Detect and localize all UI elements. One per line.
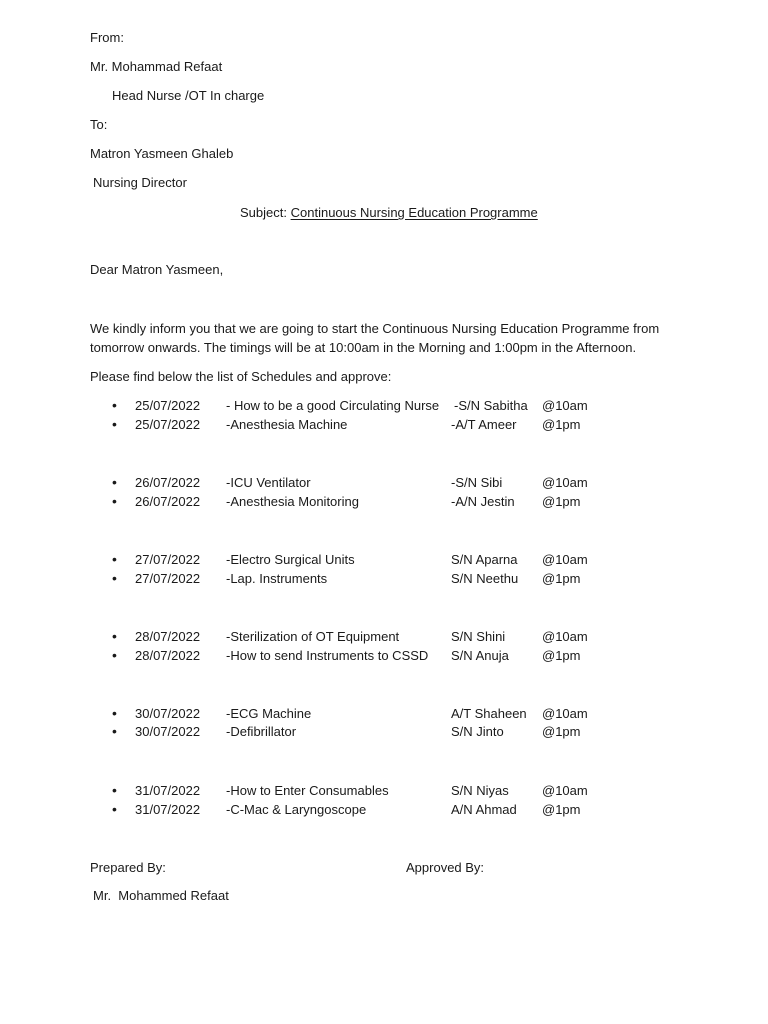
from-name: Mr. Mohammad Refaat — [90, 59, 223, 74]
schedule-date: 30/07/2022 — [135, 706, 201, 721]
schedule-date: 25/07/2022 — [135, 417, 201, 432]
schedule-topic: -Defibrillator — [226, 724, 297, 739]
from-title: Head Nurse /OT In charge — [112, 88, 265, 103]
bullet-icon: • — [112, 570, 117, 586]
schedule-time: @1pm — [542, 724, 581, 739]
schedule-date: 28/07/2022 — [135, 648, 201, 663]
schedule-date: 31/07/2022 — [135, 783, 201, 798]
schedule-person: S/N Shini — [451, 629, 506, 644]
schedule-person: S/N Aparna — [451, 552, 518, 567]
schedule-topic: -How to send Instruments to CSSD — [226, 648, 429, 663]
schedule-time: @10am — [542, 475, 588, 490]
schedule-topic: -Anesthesia Machine — [226, 417, 348, 432]
greeting: Dear Matron Yasmeen, — [90, 262, 224, 277]
bullet-icon: • — [112, 647, 117, 663]
schedule-date: 25/07/2022 — [135, 398, 201, 413]
schedule-date: 26/07/2022 — [135, 475, 201, 490]
schedule-topic: -Lap. Instruments — [226, 571, 328, 586]
schedule-date: 30/07/2022 — [135, 724, 201, 739]
to-label: To: — [90, 117, 108, 132]
schedule-time: @10am — [542, 706, 588, 721]
prepared-by-label: Prepared By: — [90, 860, 166, 875]
body-paragraph: We kindly inform you that we are going to start the Continuous Nursing Education Programme from tomorrow onwards. The timings will be at 10:00am in the Morning and 1:00pm in the Afternoon. — [90, 321, 660, 355]
schedule-person: -S/N Sibi — [451, 475, 503, 490]
schedule-time: @10am — [542, 398, 588, 413]
schedule-date: 31/07/2022 — [135, 802, 201, 817]
schedule-time: @1pm — [542, 494, 581, 509]
schedule-date: 26/07/2022 — [135, 494, 201, 509]
schedule-date: 27/07/2022 — [135, 571, 201, 586]
subject-label: Subject: — [240, 205, 287, 220]
schedule-person: A/N Ahmad — [451, 802, 517, 817]
schedule-person: -A/T Ameer — [451, 417, 517, 432]
schedule-person: S/N Niyas — [451, 783, 509, 798]
schedule-date: 28/07/2022 — [135, 629, 201, 644]
bullet-icon: • — [112, 474, 117, 490]
bullet-icon: • — [112, 723, 117, 739]
bullet-icon: • — [112, 782, 117, 798]
schedule-person: S/N Anuja — [451, 648, 509, 663]
schedule-time: @1pm — [542, 802, 581, 817]
schedule-topic: -Electro Surgical Units — [226, 552, 355, 567]
schedule-topic: -ICU Ventilator — [226, 475, 311, 490]
schedule-topic: -Sterilization of OT Equipment — [226, 629, 400, 644]
schedule-topic: -How to Enter Consumables — [226, 783, 389, 798]
schedule-topic: - How to be a good Circulating Nurse — [226, 398, 440, 413]
bullet-icon: • — [112, 397, 117, 413]
bullet-icon: • — [112, 416, 117, 432]
schedule-topic: -Anesthesia Monitoring — [226, 494, 359, 509]
bullet-icon: • — [112, 493, 117, 509]
schedule-time: @10am — [542, 783, 588, 798]
subject-line — [240, 205, 538, 221]
bullet-icon: • — [112, 628, 117, 644]
prepared-by-name: Mr. Mohammed Refaat — [93, 888, 229, 903]
bullet-icon: • — [112, 551, 117, 567]
schedule-intro: Please find below the list of Schedules and approve: — [90, 369, 392, 384]
bullet-icon: • — [112, 801, 117, 817]
subject-text: Continuous Nursing Education Programme — [290, 205, 538, 220]
schedule-time: @10am — [542, 629, 588, 644]
schedule-person: S/N Jinto — [451, 724, 504, 739]
schedule-time: @1pm — [542, 648, 581, 663]
from-label: From: — [90, 30, 124, 45]
approved-by-label: Approved By: — [406, 860, 485, 875]
schedule-time: @1pm — [542, 571, 581, 586]
schedule-time: @10am — [542, 552, 588, 567]
to-title: Nursing Director — [93, 175, 187, 190]
bullet-icon: • — [112, 705, 117, 721]
schedule-person: A/T Shaheen — [451, 706, 527, 721]
schedule-date: 27/07/2022 — [135, 552, 201, 567]
schedule-person: -A/N Jestin — [451, 494, 515, 509]
schedule-person: S/N Neethu — [451, 571, 519, 586]
schedule-person: -S/N Sabitha — [454, 398, 528, 413]
schedule-topic: -C-Mac & Laryngoscope — [226, 802, 367, 817]
to-name: Matron Yasmeen Ghaleb — [90, 146, 234, 161]
schedule-topic: -ECG Machine — [226, 706, 312, 721]
schedule-time: @1pm — [542, 417, 581, 432]
